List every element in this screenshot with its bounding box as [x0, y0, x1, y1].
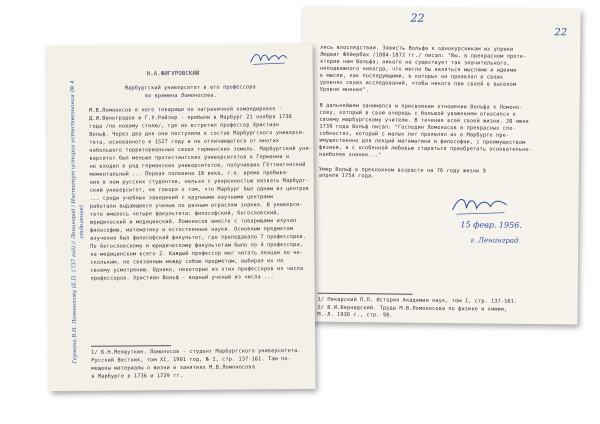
footnote-divider — [318, 293, 413, 295]
footnote-line: мещены материалы о жизни и занятиях М.В.Ломоносова — [91, 364, 256, 372]
text-line: изучения был философский факультет, где преподавало 7 профессоров. — [90, 233, 307, 242]
text-line: физики, и с особенной любовью стараться приобретать основательно- — [319, 144, 532, 153]
text-line: Вольф. Через два дня они поступили в состав Марбургского универси- — [89, 129, 306, 138]
text-line: уровнях своих исследований, чтобы никого при своей в высоком — [319, 79, 517, 88]
text-line: Д.И.Виноградов и Г.У.Райзер - прибыли в Марбург 21 ноября 1736 — [89, 114, 293, 122]
page-number-corner: 22 — [554, 27, 568, 39]
text-line: собностях, который с малых лет проявлял их в Марбурге пре- — [319, 130, 510, 139]
footnote-line: Русский Вестник, том XI, 1901 год, № 1, стр. 137-161. Там по- — [91, 356, 291, 364]
document-subtitle: Марбургский университет в его профессора — [124, 84, 256, 92]
text-line: года /по новому стилю/, где их встретил профессор Христиан — [89, 122, 280, 130]
document-page-right — [299, 7, 580, 325]
text-line: работали выдающиеся ученые по разным отраслям знания. В универси- — [89, 201, 303, 210]
text-line: наиболее знания..." — [319, 151, 382, 159]
text-line: своему марбургскому учителю. В течение всей своей жизни. 20 июня — [319, 116, 529, 125]
text-line: имущественно для лекций математики и философии, с преимуществом — [319, 137, 526, 146]
text-line: Людвиг Фёйербах /1804-1872 гг./ писал: "Вы, в прекрасном проте- — [320, 51, 527, 60]
footnote-line: в Марбурге в 1736 и 1739 гг. — [91, 372, 184, 380]
text-line: небольшого территориальных своих германских земель. Марбургский уни- — [89, 145, 313, 154]
text-line: в мысли, как последующими, в которых он проявлял в своих — [319, 72, 504, 81]
text-line: верситет был меньше протестантских университетов в Германии и — [89, 154, 290, 162]
footnote-line: 1/ Пекарский П.П. История Академии наук, том I, стр. 137-161. — [317, 296, 518, 305]
text-line: Уровне мнения". — [319, 86, 369, 94]
text-line: профессоров. Христиан Вольф - видный ученый из числа ... — [90, 274, 274, 282]
text-line: лись впоследствии. Зависть Вольфа к однокурсникам их упреки — [320, 44, 514, 53]
text-line: ктории нам Вольфа; никого не существует так значительного, — [320, 58, 510, 67]
footnote-line: 2/ В.И.Вернадский. Труды М.В.Ломоносова по физике и химии, — [317, 304, 508, 313]
text-line: тета, основанного в 1527 году и не отличающегося от многих — [89, 138, 280, 146]
text-line: не входил в ряд германских университетов, получивших Гёттингенский — [89, 161, 306, 170]
footnote-divider — [91, 345, 171, 347]
signature-date: 15 февр. 1956. — [460, 220, 522, 230]
signature-place: г. Ленинград — [470, 236, 519, 245]
page-number-handwritten: 22 — [410, 11, 425, 25]
text-line: сову, который в свою очередь с большой уважением относился к — [319, 109, 516, 118]
text-line: ния в нем русских студентов, нельзя с уверенностью назвать Марбург- — [89, 177, 310, 186]
document-title: Н.А.ФИГУРОВСКИЙ — [146, 70, 200, 78]
footnote-line: 1/ Б.Н.Меншуткин. Ломоносов - студент Марбургского университета. — [91, 347, 301, 356]
text-line: философию, математику и естественные науки. Основным предметом — [90, 226, 294, 234]
text-line: своему усмотрению. Однако, некоторые из этих профессоров из числа — [90, 265, 304, 274]
footnote-line: М.-Л. 1936 г., стр. 98. — [317, 311, 393, 319]
document-subtitle: во времена Ломоносова. — [144, 92, 217, 100]
text-line: неподвижного никогда, что могло бы являться мыслями и идеями — [319, 65, 517, 74]
text-line: моментальный ... Первая половина 18 века, т.е. время пребыва- — [89, 170, 290, 178]
text-line: тете имелось четыре факультета: философский, богословский, — [89, 210, 280, 218]
text-line: 1739 года Вольф писал: "Господин Ломоносов в прекрасных спо- — [319, 123, 516, 132]
text-line: М.В.Ломоносов в него товарищи по заграничной командировке - — [89, 106, 283, 114]
text-line: юридический и медицинский. Ломоносов вместе с товарищами изучал — [90, 217, 297, 226]
margin-handwritten-note: Германа В.Н. Ломоносову (Б.П. 1737 год) // Ленинград / Институт истории естествознания (№ 4 отделение) — [69, 80, 86, 364]
text-line: По богословскому и юридическому факультетам было по 4 профессора, — [90, 241, 304, 250]
text-line: скольким, не связанным между собою предметам, выбирая их по — [90, 258, 284, 266]
text-line: на медицинском всего 2. Каждый профессор мог читать лекции по не- — [90, 249, 304, 258]
document-page-left — [46, 44, 315, 391]
text-line: ский университет, не говоря о том, что Марбург был одним из центров — [89, 185, 310, 194]
text-line: ... среди учебных заведений с крупными научными центрами — [89, 194, 274, 202]
text-line: Умер Вольф в преклонном возрасте на 76 году жизни 9 апреля 1754 года. — [318, 166, 486, 180]
text-line: В дальнейшем занимался и присвоении отношении Вольфа к Ломоно- — [319, 102, 523, 111]
